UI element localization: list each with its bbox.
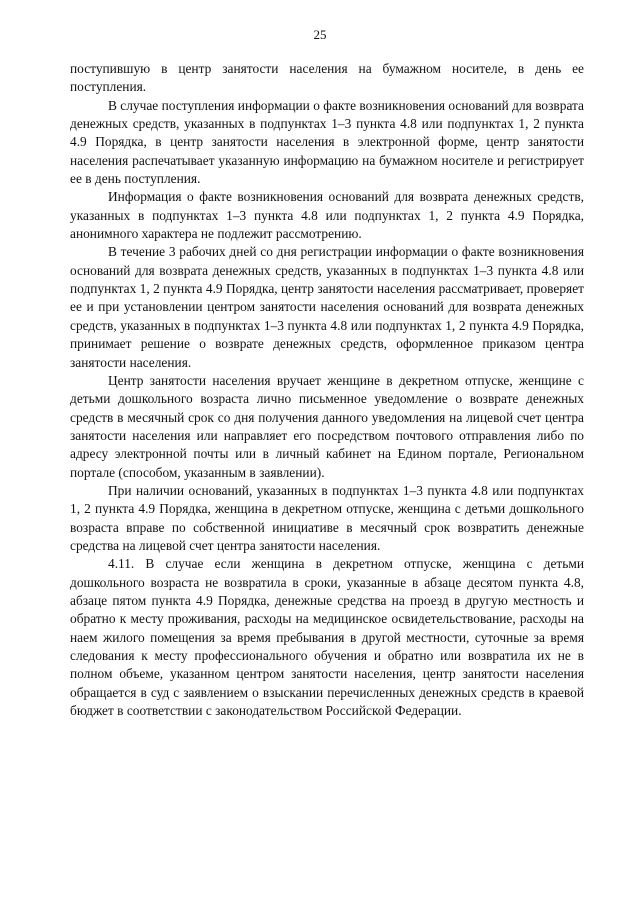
page-number: 25 [313, 27, 327, 42]
paragraph-notification: Центр занятости населения вручает женщине в декретном отпуске, женщине с детьми дошкольного возраста лично письменное уведомление о возврате денежных средств в месячный срок со дня получения данного уведомления на лицевой счет центра занятости населения или направляет его посредством почтового отправления либо по адресу электронной почты или в личный кабинет на Едином портале, Региональном портале (способом, указанным в заявлении). [70, 372, 584, 480]
paragraph-section-4-11: 4.11. В случае если женщина в декретном отпуске, женщина с детьми дошкольного возраста не возвратила в сроки, указанные в абзаце десятом пункта 4.8, абзаце пятом пункта 4.9 Порядка, денежные средства на проезд в другую местность и обратно к месту проживания, расходы на медицинское освидетельствование, расходы на наем жилого помещения за время пребывания в другой местности, суточные за время следования к месту профессионального обучения и обратно или возвратила их не в полном объеме, указанном центром занятости населения, центр занятости населения обращается в суд с заявлением о взыскании перечисленных денежных средств в краевой бюджет в соответствии с законодательством Российской Федерации. [70, 556, 584, 719]
paragraph-anonymous-info: Информация о факте возникновения оснований для возврата денежных средств, указанных в подпунктах 1–3 пункта 4.8 или подпунктах 1, 2 пункта 4.9 Порядка, анонимного характера не подлежит рассмотрению. [70, 189, 584, 242]
paragraph-review-period: В течение 3 рабочих дней со дня регистрации информации о факте возникновения оснований для возврата денежных средств, указанных в подпунктах 1–3 пункта 4.8 или подпунктах 1, 2 пункта 4.9 Порядка, центр занятости населения рассматривает, проверяет ее и при установлении центром занятости населения оснований для возврата денежных средств, указанных в подпунктах 1–3 пункта 4.8 или подпунктах 1, 2 пункта 4.9 Порядка, принимает решение о возврате денежных средств, оформленное приказом центра занятости населения. [70, 244, 584, 370]
paragraph-electronic-info: В случае поступления информации о факте возникновения оснований для возврата денежных средств, указанных в подпунктах 1–3 пункта 4.8 или подпунктах 1, 2 пункта 4.9 Порядка, в центр занятости населения в электронной форме, центр занятости населения распечатывает указанную информацию на бумажном носителе и регистрирует ее в день поступления. [70, 97, 584, 187]
body-text [70, 60, 584, 720]
paragraph-continuation: поступившую в центр занятости населения на бумажном носителе, в день ее поступления. [70, 61, 584, 95]
paragraph-voluntary-return: При наличии оснований, указанных в подпунктах 1–3 пункта 4.8 или подпунктах 1, 2 пункта 4.9 Порядка, женщина в декретном отпуске, женщина с детьми дошкольного возраста вправе по собственной инициативе в месячный срок возвратить денежные средства на лицевой счет центра занятости населения. [70, 482, 584, 553]
